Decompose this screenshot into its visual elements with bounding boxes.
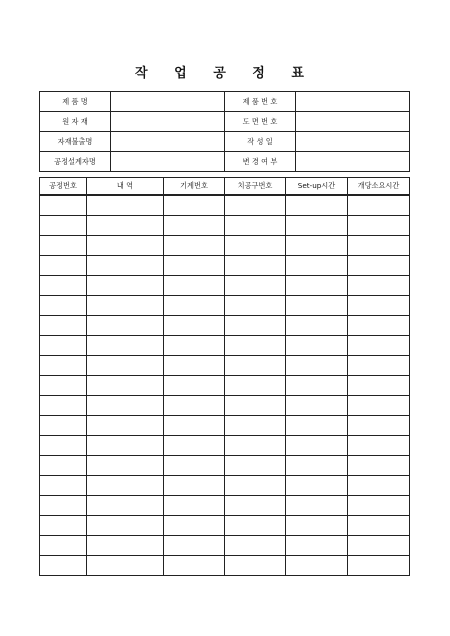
- details-cell[interactable]: [87, 376, 164, 396]
- setup-time-cell[interactable]: [286, 336, 348, 356]
- details-cell[interactable]: [87, 216, 164, 236]
- setup-time-cell[interactable]: [286, 376, 348, 396]
- time-per-unit-cell[interactable]: [348, 276, 410, 296]
- details-cell[interactable]: [87, 316, 164, 336]
- time-per-unit-cell[interactable]: [348, 316, 410, 336]
- process-number-cell[interactable]: [40, 396, 87, 416]
- machine-number-cell[interactable]: [164, 496, 225, 516]
- process-number-cell[interactable]: [40, 516, 87, 536]
- process-number-cell[interactable]: [40, 296, 87, 316]
- setup-time-cell[interactable]: [286, 536, 348, 556]
- setup-time-cell[interactable]: [286, 556, 348, 576]
- time-per-unit-cell[interactable]: [348, 516, 410, 536]
- col-header-details: 내 역: [87, 178, 164, 196]
- machine-number-cell[interactable]: [164, 536, 225, 556]
- machine-number-cell[interactable]: [164, 376, 225, 396]
- tool-number-cell[interactable]: [225, 236, 286, 256]
- setup-time-cell[interactable]: [286, 256, 348, 276]
- details-cell[interactable]: [87, 195, 164, 216]
- time-per-unit-cell[interactable]: [348, 416, 410, 436]
- process-number-cell[interactable]: [40, 195, 87, 216]
- process-number-cell[interactable]: [40, 356, 87, 376]
- tool-number-cell[interactable]: [225, 456, 286, 476]
- time-per-unit-cell[interactable]: [348, 195, 410, 216]
- time-per-unit-cell[interactable]: [348, 236, 410, 256]
- process-number-cell[interactable]: [40, 496, 87, 516]
- tool-number-cell[interactable]: [225, 336, 286, 356]
- change-status-field[interactable]: [296, 152, 410, 172]
- tool-number-cell[interactable]: [225, 496, 286, 516]
- process-number-cell[interactable]: [40, 536, 87, 556]
- setup-time-cell[interactable]: [286, 296, 348, 316]
- col-header-tool-number: 치공구번호: [225, 178, 286, 196]
- col-header-setup-time: Set-up시간: [286, 178, 348, 196]
- table-row: [40, 436, 410, 456]
- table-row: [40, 456, 410, 476]
- col-header-time-per-unit: 개당소요시간: [348, 178, 410, 196]
- process-number-cell[interactable]: [40, 276, 87, 296]
- process-number-cell[interactable]: [40, 256, 87, 276]
- details-cell[interactable]: [87, 276, 164, 296]
- tool-number-cell[interactable]: [225, 396, 286, 416]
- machine-number-cell[interactable]: [164, 396, 225, 416]
- table-row: [40, 536, 410, 556]
- table-row: [40, 316, 410, 336]
- info-row-process-designer: [40, 152, 410, 172]
- time-per-unit-cell[interactable]: [348, 556, 410, 576]
- col-header-machine-number: 기계번호: [164, 178, 225, 196]
- process-number-cell[interactable]: [40, 556, 87, 576]
- machine-number-cell[interactable]: [164, 416, 225, 436]
- info-row-raw-material: [40, 112, 410, 132]
- machine-number-cell[interactable]: [164, 256, 225, 276]
- tool-number-cell[interactable]: [225, 556, 286, 576]
- setup-time-cell[interactable]: [286, 195, 348, 216]
- time-per-unit-cell[interactable]: [348, 376, 410, 396]
- process-number-cell[interactable]: [40, 336, 87, 356]
- tool-number-cell[interactable]: [225, 536, 286, 556]
- details-cell[interactable]: [87, 356, 164, 376]
- tool-number-cell[interactable]: [225, 356, 286, 376]
- process-number-cell[interactable]: [40, 316, 87, 336]
- tool-number-cell[interactable]: [225, 216, 286, 236]
- info-row-product-name: [40, 92, 410, 112]
- drawing-number-field[interactable]: [296, 112, 410, 132]
- time-per-unit-cell[interactable]: [348, 436, 410, 456]
- product-number-label: 제 품 번 호: [225, 92, 296, 112]
- process-number-cell[interactable]: [40, 236, 87, 256]
- product-name-label: 제 품 명: [40, 92, 111, 112]
- table-row: [40, 376, 410, 396]
- time-per-unit-cell[interactable]: [348, 536, 410, 556]
- setup-time-cell[interactable]: [286, 436, 348, 456]
- machine-number-cell[interactable]: [164, 516, 225, 536]
- time-per-unit-cell[interactable]: [348, 456, 410, 476]
- table-row: [40, 336, 410, 356]
- details-cell[interactable]: [87, 436, 164, 456]
- process-number-cell[interactable]: [40, 416, 87, 436]
- time-per-unit-cell[interactable]: [348, 356, 410, 376]
- page-title: 작 업 공 정 표: [135, 66, 315, 81]
- details-cell[interactable]: [87, 236, 164, 256]
- table-row: [40, 276, 410, 296]
- details-cell[interactable]: [87, 476, 164, 496]
- details-cell[interactable]: [87, 556, 164, 576]
- setup-time-cell[interactable]: [286, 456, 348, 476]
- info-row-material-issue: [40, 132, 410, 152]
- details-cell[interactable]: [87, 336, 164, 356]
- process-number-cell[interactable]: [40, 216, 87, 236]
- tool-number-cell[interactable]: [225, 276, 286, 296]
- table-row: [40, 476, 410, 496]
- machine-number-cell[interactable]: [164, 336, 225, 356]
- details-cell[interactable]: [87, 256, 164, 276]
- details-cell[interactable]: [87, 416, 164, 436]
- setup-time-cell[interactable]: [286, 496, 348, 516]
- machine-number-cell[interactable]: [164, 456, 225, 476]
- time-per-unit-cell[interactable]: [348, 336, 410, 356]
- table-row: [40, 396, 410, 416]
- table-row: [40, 216, 410, 236]
- table-row: [40, 236, 410, 256]
- created-date-field[interactable]: [296, 132, 410, 152]
- tool-number-cell[interactable]: [225, 316, 286, 336]
- tool-number-cell[interactable]: [225, 376, 286, 396]
- setup-time-cell[interactable]: [286, 396, 348, 416]
- setup-time-cell[interactable]: [286, 236, 348, 256]
- product-number-field[interactable]: [296, 92, 410, 112]
- setup-time-cell[interactable]: [286, 416, 348, 436]
- process-number-cell[interactable]: [40, 476, 87, 496]
- setup-time-cell[interactable]: [286, 216, 348, 236]
- process-number-cell[interactable]: [40, 436, 87, 456]
- process-number-cell[interactable]: [40, 376, 87, 396]
- setup-time-cell[interactable]: [286, 516, 348, 536]
- time-per-unit-cell[interactable]: [348, 216, 410, 236]
- details-cell[interactable]: [87, 496, 164, 516]
- table-row: [40, 416, 410, 436]
- drawing-number-label: 도 면 번 호: [225, 112, 296, 132]
- raw-material-field[interactable]: [111, 112, 225, 132]
- created-date-label: 작 성 일: [225, 132, 296, 152]
- machine-number-cell[interactable]: [164, 556, 225, 576]
- setup-time-cell[interactable]: [286, 316, 348, 336]
- table-row: [40, 516, 410, 536]
- raw-material-label: 원 자 재: [40, 112, 111, 132]
- machine-number-cell[interactable]: [164, 276, 225, 296]
- time-per-unit-cell[interactable]: [348, 476, 410, 496]
- tool-number-cell[interactable]: [225, 436, 286, 456]
- process-table-body: [40, 195, 410, 576]
- time-per-unit-cell[interactable]: [348, 496, 410, 516]
- details-cell[interactable]: [87, 516, 164, 536]
- machine-number-cell[interactable]: [164, 236, 225, 256]
- material-issue-label: 자재불출명: [40, 132, 111, 152]
- machine-number-cell[interactable]: [164, 296, 225, 316]
- machine-number-cell[interactable]: [164, 216, 225, 236]
- process-table: [39, 177, 410, 576]
- time-per-unit-cell[interactable]: [348, 256, 410, 276]
- tool-number-cell[interactable]: [225, 416, 286, 436]
- details-cell[interactable]: [87, 456, 164, 476]
- table-row: [40, 496, 410, 516]
- setup-time-cell[interactable]: [286, 476, 348, 496]
- table-row: [40, 256, 410, 276]
- time-per-unit-cell[interactable]: [348, 396, 410, 416]
- process-designer-label: 공정설계자명: [40, 152, 111, 172]
- table-row: [40, 356, 410, 376]
- machine-number-cell[interactable]: [164, 356, 225, 376]
- tool-number-cell[interactable]: [225, 195, 286, 216]
- process-table-header-row: [40, 178, 410, 196]
- machine-number-cell[interactable]: [164, 316, 225, 336]
- setup-time-cell[interactable]: [286, 356, 348, 376]
- process-designer-field[interactable]: [111, 152, 225, 172]
- tool-number-cell[interactable]: [225, 476, 286, 496]
- process-number-cell[interactable]: [40, 456, 87, 476]
- table-row: [40, 296, 410, 316]
- time-per-unit-cell[interactable]: [348, 296, 410, 316]
- product-name-field[interactable]: [111, 92, 225, 112]
- change-status-label: 변 경 여 부: [225, 152, 296, 172]
- material-issue-field[interactable]: [111, 132, 225, 152]
- setup-time-cell[interactable]: [286, 276, 348, 296]
- machine-number-cell[interactable]: [164, 195, 225, 216]
- product-info-table: [39, 91, 410, 172]
- machine-number-cell[interactable]: [164, 436, 225, 456]
- table-row: [40, 556, 410, 576]
- machine-number-cell[interactable]: [164, 476, 225, 496]
- tool-number-cell[interactable]: [225, 296, 286, 316]
- tool-number-cell[interactable]: [225, 256, 286, 276]
- details-cell[interactable]: [87, 536, 164, 556]
- col-header-process-number: 공정번호: [40, 178, 87, 196]
- details-cell[interactable]: [87, 396, 164, 416]
- table-row: [40, 195, 410, 216]
- details-cell[interactable]: [87, 296, 164, 316]
- tool-number-cell[interactable]: [225, 516, 286, 536]
